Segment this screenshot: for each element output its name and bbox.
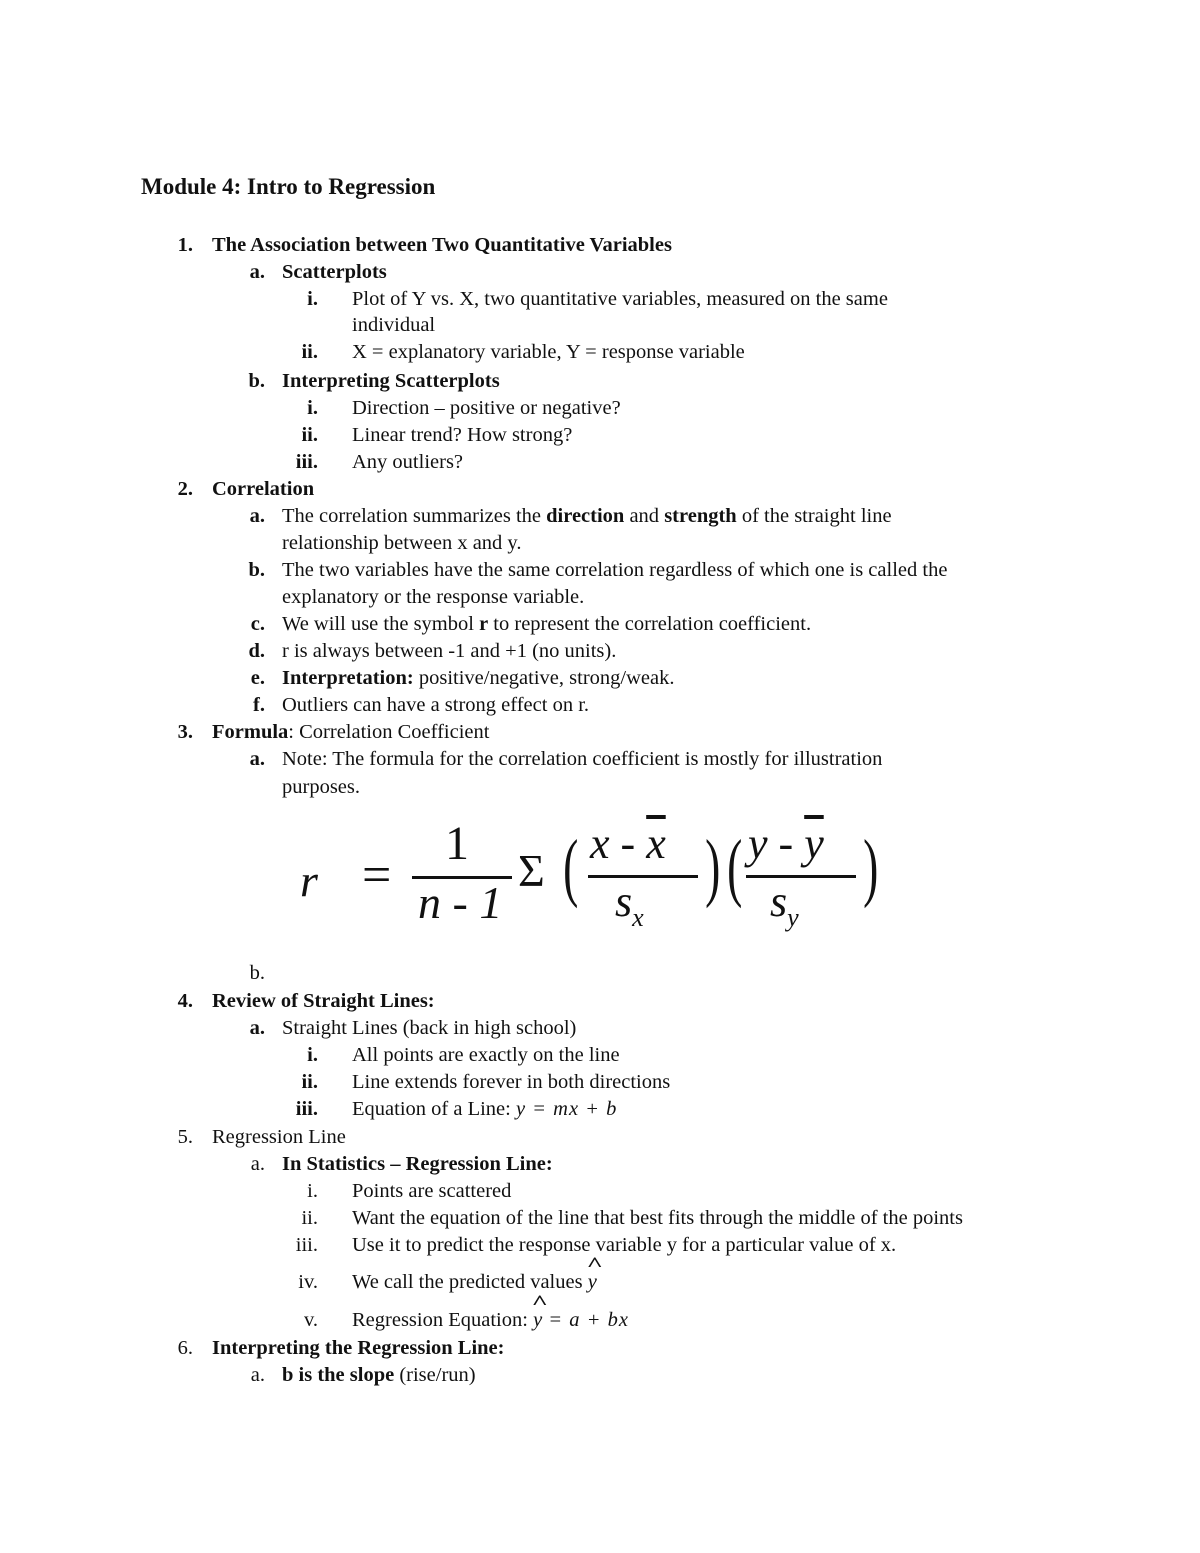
item-text bbox=[212, 1335, 505, 1362]
item-marker: c. bbox=[250, 613, 265, 635]
item-marker: iii. bbox=[295, 1234, 318, 1256]
text-run: of the straight line bbox=[736, 505, 892, 527]
item-text bbox=[282, 746, 882, 773]
item-text bbox=[212, 1124, 346, 1151]
item-text bbox=[212, 988, 435, 1015]
item-text bbox=[282, 503, 892, 530]
formula-equals: = bbox=[362, 847, 392, 904]
text-run: Direction – positive or negative? bbox=[352, 397, 621, 419]
formula-y-numerator bbox=[748, 818, 824, 869]
text-run: Note: The formula for the correlation coefficient is mostly for illustration bbox=[282, 748, 883, 770]
formula-r: r bbox=[300, 855, 318, 906]
page-title: Module 4: Intro to Regression bbox=[141, 174, 436, 199]
text-run: Any outliers? bbox=[352, 451, 464, 473]
text-run: Points are scattered bbox=[352, 1180, 512, 1202]
item-text bbox=[352, 1069, 670, 1096]
text-run: individual bbox=[352, 314, 436, 336]
text-run: The two variables have the same correlation regardless of which one is called the bbox=[282, 559, 948, 581]
formula-x-numerator bbox=[590, 818, 666, 869]
item-marker: b. bbox=[248, 559, 265, 581]
y-hat-symbol: ^ y bbox=[588, 1269, 597, 1296]
text-run: explanatory or the response variable. bbox=[282, 586, 585, 608]
item-text bbox=[352, 1178, 511, 1205]
text-run: The correlation summarizes the bbox=[282, 505, 547, 527]
item-text bbox=[212, 719, 489, 746]
item-marker: f. bbox=[253, 694, 265, 716]
item-marker: v. bbox=[303, 1309, 318, 1331]
item-marker: iii. bbox=[295, 1098, 318, 1120]
item-marker: a. bbox=[250, 1153, 265, 1175]
item-text bbox=[282, 259, 387, 286]
text-run: Outliers can have a strong effect on r. bbox=[282, 694, 590, 716]
text-run: Linear trend? How strong? bbox=[352, 424, 573, 446]
formula-denominator: n - 1 bbox=[418, 877, 503, 928]
item-marker: a. bbox=[249, 505, 265, 527]
item-marker: iv. bbox=[298, 1271, 318, 1293]
item-marker: ii. bbox=[301, 1207, 318, 1229]
item-text bbox=[282, 368, 500, 395]
correlation-formula bbox=[300, 817, 890, 946]
item-text bbox=[282, 584, 584, 611]
formula-sx bbox=[615, 876, 644, 933]
text-run: b is the slope bbox=[282, 1364, 395, 1386]
sub-y: y bbox=[787, 902, 799, 932]
item-marker: ii. bbox=[301, 424, 318, 446]
item-text bbox=[212, 476, 314, 503]
text-run: We call the predicted values bbox=[352, 1271, 588, 1293]
text-run: Interpreting Scatterplots bbox=[282, 370, 500, 392]
formula-lparen: ( bbox=[563, 825, 579, 909]
x-bar-term: $\overline{x}$ bbox=[646, 819, 666, 868]
text-run: : Correlation Coefficient bbox=[288, 721, 490, 743]
formula-rparen-2: ) bbox=[863, 825, 879, 909]
text-run: Use it to predict the response variable y for a particular value of x. bbox=[352, 1234, 897, 1256]
item-marker: i. bbox=[307, 1180, 318, 1202]
text-run: We will use the symbol bbox=[282, 613, 480, 635]
text-run: relationship between x and y. bbox=[282, 532, 522, 554]
text-run: positive/negative, strong/weak. bbox=[413, 667, 675, 689]
item-text bbox=[212, 232, 672, 259]
text-run: Line extends forever in both directions bbox=[352, 1071, 671, 1093]
x-term: x - bbox=[590, 819, 647, 868]
item-text bbox=[352, 312, 435, 339]
item-marker: i. bbox=[307, 1044, 318, 1066]
item-marker: 6. bbox=[177, 1337, 193, 1359]
item-marker: ii. bbox=[301, 1071, 318, 1093]
item-marker: ii. bbox=[301, 341, 318, 363]
item-text bbox=[352, 422, 572, 449]
text-run: Equation of a Line: bbox=[352, 1098, 516, 1120]
y-bar-term: $\overline{y}$ bbox=[804, 819, 824, 868]
item-marker: i. bbox=[307, 397, 318, 419]
text-run: All points are exactly on the line bbox=[352, 1044, 620, 1066]
item-text bbox=[352, 1042, 620, 1069]
text-run: Review of Straight Lines: bbox=[212, 990, 435, 1012]
text-run: X = explanatory variable, Y = response variable bbox=[352, 341, 745, 363]
formula-sy bbox=[770, 876, 799, 933]
item-marker: b. bbox=[248, 370, 265, 392]
math-expression: = a + bx bbox=[542, 1309, 629, 1331]
item-marker: 5. bbox=[177, 1126, 193, 1148]
text-run: Formula bbox=[212, 721, 289, 743]
text-run: purposes. bbox=[282, 776, 361, 798]
sub-x: x bbox=[632, 902, 644, 932]
item-marker: a. bbox=[249, 261, 265, 283]
y-term: y - bbox=[748, 819, 805, 868]
item-text bbox=[282, 665, 674, 692]
formula-rparen: ) bbox=[705, 825, 721, 909]
formula-sigma: Σ bbox=[518, 845, 545, 896]
item-text bbox=[352, 395, 621, 422]
text-run: Straight Lines (back in high school) bbox=[282, 1017, 577, 1039]
s: s bbox=[615, 877, 633, 926]
item-marker: 4. bbox=[177, 990, 193, 1012]
item-text bbox=[282, 557, 947, 584]
text-run: Scatterplots bbox=[282, 261, 387, 283]
item-text bbox=[352, 1205, 963, 1232]
text-run: (rise/run) bbox=[394, 1364, 476, 1386]
item-text bbox=[352, 1307, 629, 1334]
text-run: direction bbox=[546, 505, 625, 527]
text-run: Interpretation: bbox=[282, 667, 414, 689]
item-marker: iii. bbox=[295, 451, 318, 473]
item-text bbox=[352, 286, 888, 313]
item-marker: 2. bbox=[177, 478, 193, 500]
math-expression: y = mx + b bbox=[515, 1098, 618, 1120]
s: s bbox=[770, 877, 788, 926]
text-run: Interpreting the Regression Line: bbox=[212, 1337, 505, 1359]
text-run: strength bbox=[664, 505, 737, 527]
text-run: Want the equation of the line that best fits through the middle of the points bbox=[352, 1207, 963, 1229]
text-run: r bbox=[479, 613, 489, 635]
item-marker: 1. bbox=[177, 234, 193, 256]
text-run: Regression Equation: bbox=[352, 1309, 534, 1331]
item-marker: a. bbox=[250, 1364, 265, 1386]
item-text bbox=[352, 1096, 617, 1123]
item-text bbox=[352, 1232, 896, 1259]
text-run: and bbox=[624, 505, 665, 527]
text-run: to represent the correlation coefficient. bbox=[488, 613, 812, 635]
formula-lparen-2: ( bbox=[727, 825, 743, 909]
text-run: Regression Line bbox=[212, 1126, 346, 1148]
item-text bbox=[352, 1269, 597, 1296]
text-run: Correlation bbox=[212, 478, 315, 500]
item-text bbox=[282, 1151, 553, 1178]
item-text bbox=[282, 1362, 476, 1389]
text-run: The Association between Two Quantitative Variables bbox=[212, 234, 672, 256]
item-marker: d. bbox=[248, 640, 265, 662]
fraction-bar bbox=[746, 875, 856, 878]
item-text bbox=[282, 638, 616, 665]
item-text bbox=[282, 774, 360, 801]
item-text bbox=[282, 1015, 576, 1042]
item-marker: 3. bbox=[177, 721, 193, 743]
item-marker: e. bbox=[250, 667, 265, 689]
item-marker: a. bbox=[249, 1017, 265, 1039]
item-text bbox=[352, 449, 463, 476]
y-hat-symbol: ^ y bbox=[533, 1307, 542, 1334]
item-marker: i. bbox=[307, 288, 318, 310]
item-text bbox=[282, 530, 521, 557]
text-run: In Statistics – Regression Line: bbox=[282, 1153, 553, 1175]
item-text bbox=[352, 339, 745, 366]
item-text bbox=[282, 692, 589, 719]
formula-numerator: 1 bbox=[445, 817, 469, 870]
item-marker: b. bbox=[249, 962, 265, 984]
text-run: Plot of Y vs. X, two quantitative variables, measured on the same bbox=[352, 288, 888, 310]
item-text bbox=[282, 611, 811, 638]
item-marker: a. bbox=[249, 748, 265, 770]
text-run: r is always between -1 and +1 (no units). bbox=[282, 640, 617, 662]
